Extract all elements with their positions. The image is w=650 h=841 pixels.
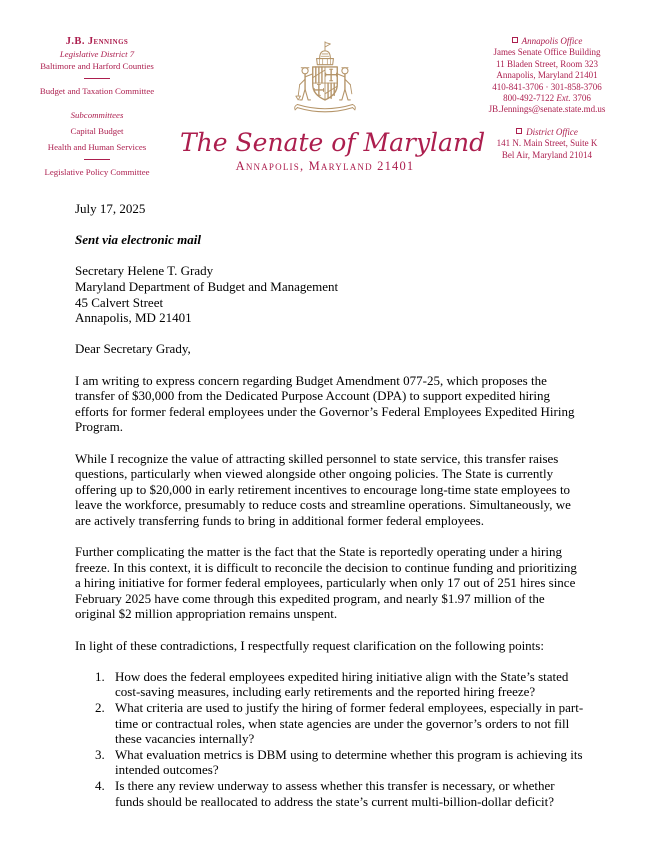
paragraph: While I recognize the value of attracting skilled personnel to state service, this transfer raises questions, particularly when viewed alongside other ongoing policies. The State is currently offering up to $20,000 in early retirement incentives to encourage long-time state employees to leave the workforce, presumably to reduce costs and streamline operations. Simultaneously, we are actively transferring funds to bring in additional former federal employees.: [75, 450, 571, 528]
legislative-district: Legislative District 7: [59, 49, 135, 59]
recipient-name: Secretary Helene T. Grady: [75, 263, 214, 279]
list-item: 4. Is there any review underway to assess whether this transfer is necessary, or whether funds should be reallocated to address the state’s current multi-billion-dollar deficit?: [95, 777, 555, 809]
letter-body: [75, 201, 584, 809]
list-item: 2. What criteria are used to justify the hiring of former federal employees, especially in part-time or contractual roles, when state agencies are under the governor’s orders to not fill these vacancies internally?: [95, 700, 584, 747]
maryland-seal-icon: [180, 32, 470, 130]
salutation: Dear Secretary Grady,: [75, 341, 191, 357]
annapolis-office-heading: Annapolis Office: [455, 36, 639, 47]
annapolis-office-line: James Senate Office Building: [493, 47, 601, 58]
organization-address: Annapolis, Maryland 21401: [235, 159, 415, 173]
committee-2: Legislative Policy Committee: [44, 167, 150, 177]
district-office-line: Bel Air, Maryland 21014: [501, 149, 593, 160]
counties: Baltimore and Harford Counties: [40, 61, 154, 71]
list-item: 1. How does the federal employees expedited hiring initiative align with the State’s stated cost-saving measures, including early retirements and the reported hiring freeze?: [95, 668, 569, 700]
spacer: [455, 116, 639, 127]
letterhead-center: [180, 32, 486, 174]
subcommittee-2: Health and Human Services: [47, 142, 147, 152]
toll-free-phone-line: 800-492-7122 Ext. 3706: [503, 93, 591, 104]
checkbox-icon: [512, 37, 518, 43]
letterhead-right-column: [455, 36, 639, 161]
list-item: 3. What evaluation metrics is DBM using to determine whether this program is achieving its intended outcomes?: [95, 746, 583, 778]
list-intro: In light of these contradictions, I respectfully request clarification on the following points:: [75, 637, 544, 653]
numbered-list: [95, 669, 584, 809]
committee-1: Budget and Taxation Committee: [39, 86, 155, 96]
office-phone-numbers: 410-841-3706 · 301-858-3706: [492, 81, 602, 92]
district-office-line: 141 N. Main Street, Suite K: [496, 138, 598, 149]
annapolis-office-line: 11 Bladen Street, Room 323: [496, 58, 598, 69]
subcommittees-heading: Subcommittees: [70, 110, 124, 120]
recipient-city: Annapolis, MD 21401: [75, 310, 192, 326]
divider-rule: [84, 78, 110, 79]
delivery-method: Sent via electronic mail: [75, 232, 202, 248]
letter-date: July 17, 2025: [75, 201, 146, 216]
district-office-heading: District Office: [455, 127, 639, 138]
paragraph: Further complicating the matter is the fact that the State is reportedly operating under a hiring freeze. In this context, it is difficult to reconcile the decision to continue funding and prioritizing a hiring initiative for former federal employees, particularly when only 17 out of 251 hires since February 2025 have come through this expedited program, and nearly $1.97 million of the original $2 million appropriation remains unspent.: [75, 544, 577, 622]
letterhead-left-column: [22, 36, 172, 178]
annapolis-office-line: Annapolis, Maryland 21401: [496, 70, 598, 81]
paragraph: I am writing to express concern regarding Budget Amendment 077-25, which proposes the transfer of $30,000 from the Dedicated Purpose Account (DPA) to support expedited hiring efforts for former federal employees under the Governor’s Federal Employees Expedited Hiring Program.: [75, 372, 575, 435]
email-address: JB.Jennings@senate.state.md.us: [488, 104, 606, 115]
divider-rule: [84, 159, 110, 160]
checkbox-icon: [516, 128, 522, 134]
recipient-street: 45 Calvert Street: [75, 294, 164, 310]
senator-name: J.B. Jennings: [65, 36, 129, 47]
organization-name: The Senate of Maryland: [180, 128, 486, 157]
subcommittee-1: Capital Budget: [70, 126, 124, 136]
recipient-address-block: [75, 263, 584, 325]
recipient-org: Maryland Department of Budget and Management: [75, 278, 339, 294]
